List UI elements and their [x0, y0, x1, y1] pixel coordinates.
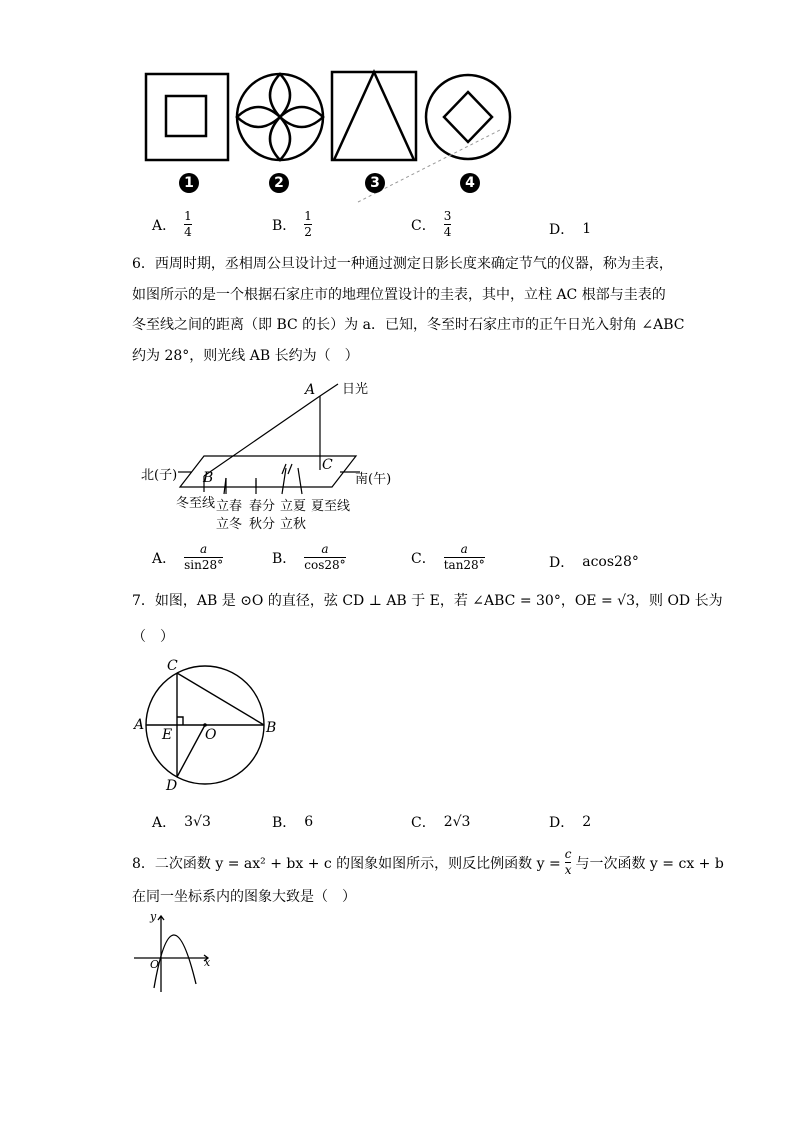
fraction: $\frac{1}{2}$	[304, 209, 312, 239]
q5-figure-4	[426, 75, 510, 159]
q6-label-lidong: 立冬	[216, 517, 243, 532]
q5-figure-label-4: 4	[460, 173, 480, 193]
q6-option-b[interactable]: B． $\frac{a}{\cos 28^\circ}$	[272, 542, 346, 572]
q8-origin: O	[150, 958, 160, 971]
q7-option-a[interactable]: A． 3√3	[152, 814, 211, 831]
q5-figure-label-3: 3	[365, 173, 385, 193]
q6-label-sunlight: 日光	[342, 382, 369, 397]
q6-label-lixia: 立夏	[280, 499, 307, 514]
q6-label-winter-solstice: 冬至线	[176, 496, 216, 511]
q8-axis-x: x	[204, 956, 211, 969]
q5-figure-3	[332, 72, 416, 160]
fraction: $\frac{a}{\cos 28^\circ}$	[304, 542, 346, 572]
q7-label-a: A	[134, 717, 145, 733]
fraction-c-over-x: $\frac{c}{x}$	[564, 847, 572, 877]
q5-option-c[interactable]: C． $\frac{3}{4}$	[411, 209, 452, 239]
q7-option-c[interactable]: C． 2√3	[411, 814, 471, 831]
q6-text-line-2: 如图所示的是一个根据石家庄市的地理位置设计的圭表，其中，立柱 AC 根部与圭表的	[132, 287, 666, 303]
q5-option-b[interactable]: B． $\frac{1}{2}$	[272, 209, 312, 239]
fraction: $\frac{a}{\tan 28^\circ}$	[443, 542, 485, 572]
q6-option-c[interactable]: C． $\frac{a}{\tan 28^\circ}$	[411, 542, 485, 572]
q7-option-d[interactable]: D． 2	[549, 814, 592, 831]
q8-text-line-2: 在同一坐标系内的图象大致是（ ）	[132, 889, 356, 905]
q7-text-line-1: 7．如图，AB 是 ⊙O 的直径，弦 CD ⊥ AB 于 E，若 ∠ABC = 30°，OE = √3，则 OD 长为	[132, 593, 723, 609]
q7-label-d: D	[166, 778, 178, 794]
q6-label-liqiu: 立秋	[280, 517, 307, 532]
q7-label-b: B	[266, 720, 277, 736]
q5-option-a[interactable]: A． $\frac{1}{4}$	[152, 209, 192, 239]
q6-label-c: C	[322, 457, 333, 473]
fraction: $\frac{a}{\sin 28^\circ}$	[184, 542, 224, 572]
q6-label-b: B	[203, 470, 214, 486]
q6-label-lichun: 立春	[216, 499, 243, 514]
q6-label-south: 南(午)	[355, 472, 392, 487]
q7-label-o: O	[205, 727, 217, 743]
q6-text-line-1: 6．西周时期，丞相周公旦设计过一种通过测定日影长度来确定节气的仪器，称为圭表，	[132, 256, 673, 272]
q6-option-a[interactable]: A． $\frac{a}{\sin 28^\circ}$	[152, 542, 224, 572]
q6-text-line-4: 约为 28°，则光线 AB 长约为（ ）	[132, 348, 359, 364]
q5-option-d[interactable]: D． 1	[549, 221, 592, 238]
q6-option-d[interactable]: D． acos28°	[549, 554, 639, 571]
q6-label-summer-solstice: 夏至线	[311, 499, 351, 514]
q7-label-e: E	[162, 727, 173, 743]
fraction: $\frac{3}{4}$	[443, 209, 452, 239]
q5-figure-label-2: 2	[269, 173, 289, 193]
q8-axis-y: y	[150, 910, 157, 923]
q5-figure-2	[237, 74, 323, 160]
q6-text-line-3: 冬至线之间的距离（即 BC 的长）为 a．已知，冬至时石家庄市的正午日光入射角 ∠ABC	[132, 317, 685, 333]
q7-label-c: C	[167, 658, 178, 674]
q7-text-line-2: （ ）	[132, 629, 174, 645]
fraction: $\frac{1}{4}$	[184, 209, 192, 239]
q6-label-qiufen: 秋分	[249, 517, 276, 532]
q6-label-north: 北(子)	[141, 468, 178, 483]
q8-text-line-1: 8．二次函数 y = ax² + bx + c 的图象如图所示，则反比例函数 y = $\frac{c}{x}$ 与一次函数 y = cx + b	[132, 847, 724, 877]
q8-parabola-graph	[130, 910, 220, 995]
q6-label-chunfen: 春分	[249, 499, 276, 514]
q5-figure-1	[146, 74, 228, 160]
q5-figure-label-1: 1	[179, 173, 199, 193]
q6-label-a: A	[305, 382, 316, 398]
q7-option-b[interactable]: B． 6	[272, 814, 314, 831]
